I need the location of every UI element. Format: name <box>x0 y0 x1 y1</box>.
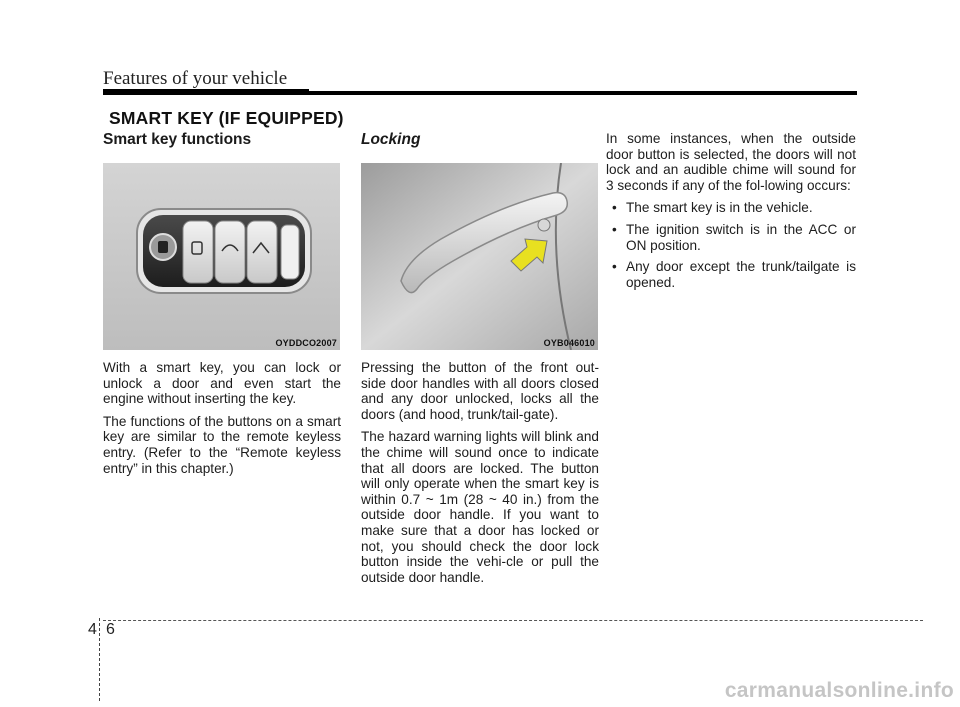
footer-divider <box>99 618 100 701</box>
bullet-icon: • <box>612 221 617 237</box>
page-number: 6 <box>106 621 115 638</box>
column-lock-conditions <box>606 131 856 296</box>
paragraph: Pressing the button of the front out-side door handles with all doors closed and any door unlocked, locks all the doors (and hood, trunk/tail-gate). <box>361 360 599 422</box>
page-header-title: Features of your vehicle <box>103 68 288 89</box>
list-item: • The smart key is in the vehicle. <box>612 200 813 216</box>
smart-key-figure <box>103 163 340 350</box>
list-item: • Any door except the trunk/tailgate is opened. <box>612 259 856 290</box>
door-handle-figure <box>361 163 598 350</box>
bullet-icon: • <box>612 259 617 275</box>
column-smart-key-functions <box>103 131 341 483</box>
bullet-icon: • <box>612 200 617 216</box>
column-locking <box>361 131 599 592</box>
section-title: SMART KEY (IF EQUIPPED) <box>109 108 344 128</box>
figure-code: OYB046010 <box>543 338 595 348</box>
subhead-smart-key-functions: Smart key functions <box>103 131 252 148</box>
paragraph: In some instances, when the outside door button is selected, the doors will not lock and an audible chime will sound for 3 seconds if any of the fol-lowing occurs: <box>606 131 856 193</box>
paragraph: With a smart key, you can lock or unlock a door and even start the engine without inserting the key. <box>103 360 341 407</box>
smart-key-illustration <box>103 163 340 350</box>
condition-list <box>606 200 856 290</box>
footer-rule <box>103 620 923 621</box>
paragraph: The hazard warning lights will blink and the chime will sound once to indicate that all doors are locked. The button will only operate when the smart key is within 0.7 ~ 1m (28 ~ 40 in.) from the outside door handle. If you want to make sure that a door has locked or not, you should check the door lock button inside the vehi-cle or pull the outside door handle. <box>361 429 599 585</box>
header-rule-accent <box>103 89 309 95</box>
subhead-locking: Locking <box>361 131 421 148</box>
list-item: • The ignition switch is in the ACC or ON position. <box>612 221 856 253</box>
chapter-number: 4 <box>88 621 97 638</box>
paragraph: The functions of the buttons on a smart key are similar to the remote keyless entry. (Refer to the “Remote keyless entry” in this chapter.) <box>103 413 341 476</box>
door-handle-illustration <box>361 163 598 350</box>
watermark: carmanualsonline.info <box>724 679 954 702</box>
figure-code: OYDDCO2007 <box>275 338 337 348</box>
